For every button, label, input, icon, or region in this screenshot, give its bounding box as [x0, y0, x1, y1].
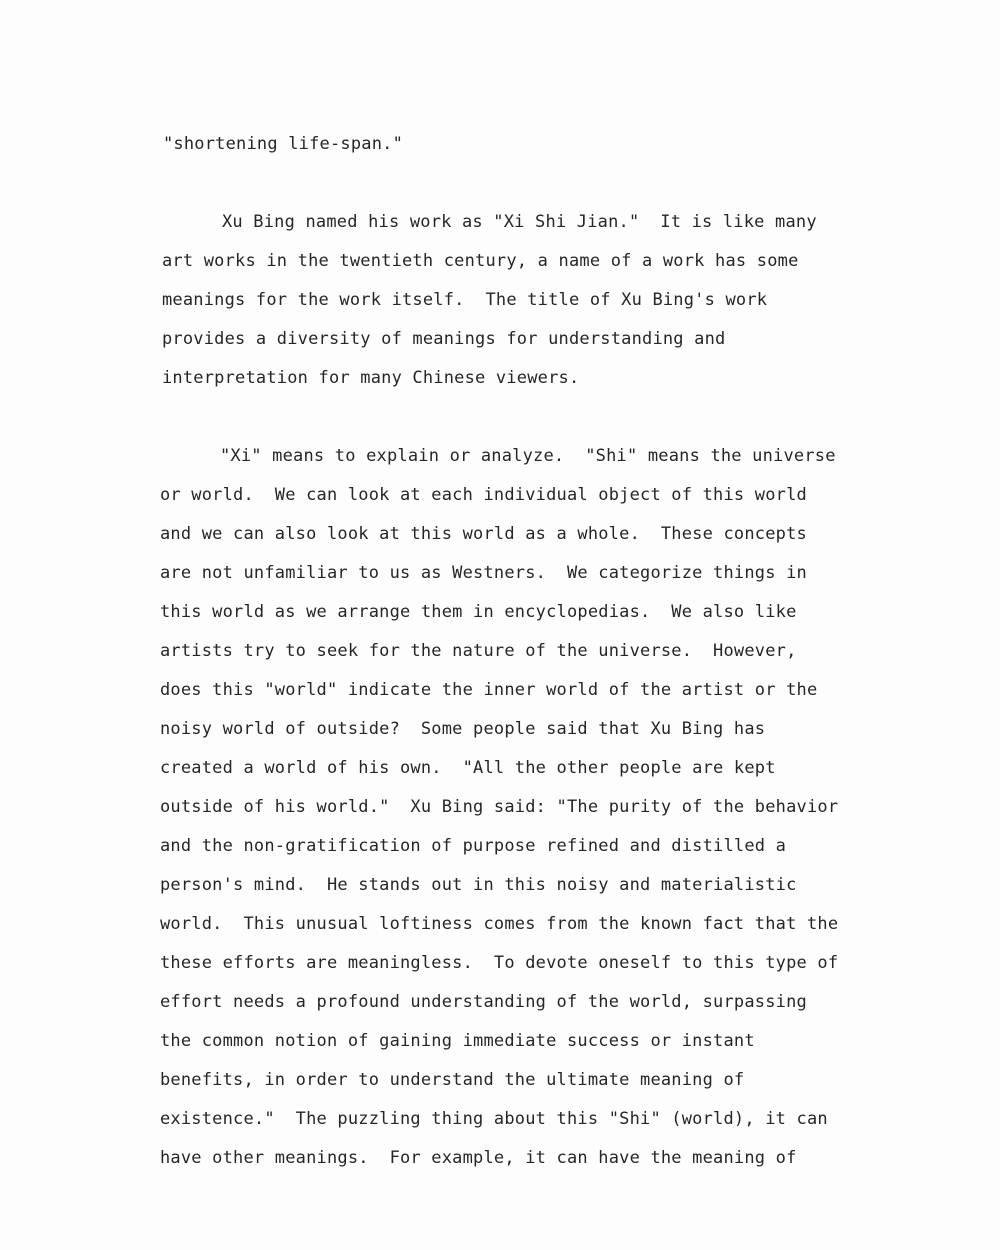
- text-line: noisy world of outside? Some people said that Xu Bing has: [160, 719, 766, 739]
- text-line: provides a diversity of meanings for understanding and: [162, 329, 726, 349]
- text-line: artists try to seek for the nature of the universe. However,: [160, 641, 797, 661]
- paragraph-continuation: [163, 125, 943, 164]
- text-line: outside of his world." Xu Bing said: "The purity of the behavior: [160, 797, 839, 817]
- text-line: effort needs a profound understanding of the world, surpassing: [160, 992, 807, 1012]
- text-line: interpretation for many Chinese viewers.: [162, 368, 580, 388]
- text-line: Xu Bing named his work as "Xi Shi Jian." It is like many: [222, 212, 817, 232]
- text-line: benefits, in order to understand the ultimate meaning of: [160, 1070, 745, 1090]
- text-line: "Xi" means to explain or analyze. "Shi" means the universe: [220, 446, 836, 466]
- text-line: the common notion of gaining immediate success or instant: [160, 1031, 755, 1051]
- text-line: art works in the twentieth century, a name of a work has some: [162, 251, 799, 271]
- text-line: and the non-gratification of purpose refined and distilled a: [160, 836, 787, 856]
- text-line: have other meanings. For example, it can have the meaning of: [160, 1148, 797, 1168]
- text-line: does this "world" indicate the inner world of the artist or the: [160, 680, 818, 700]
- text-line: or world. We can look at each individual object of this world: [160, 485, 807, 505]
- text-line: meanings for the work itself. The title of Xu Bing's work: [162, 290, 768, 310]
- text-line: are not unfamiliar to us as Westners. We categorize things in: [160, 563, 807, 583]
- text-line: and we can also look at this world as a whole. These concepts: [160, 524, 807, 544]
- text-line: created a world of his own. "All the other people are kept: [160, 758, 776, 778]
- text-line: world. This unusual loftiness comes from the known fact that the: [160, 914, 839, 934]
- text-line: these efforts are meaningless. To devote oneself to this type of: [160, 953, 839, 973]
- text-line: "shortening life-span.": [163, 134, 404, 154]
- text-line: this world as we arrange them in encyclopedias. We also like: [160, 602, 797, 622]
- paragraph-title-meaning: [162, 203, 942, 398]
- paragraph-xi-shi: [160, 437, 940, 1178]
- text-line: existence." The puzzling thing about this "Shi" (world), it can: [160, 1109, 828, 1129]
- text-line: person's mind. He stands out in this noisy and materialistic: [160, 875, 797, 895]
